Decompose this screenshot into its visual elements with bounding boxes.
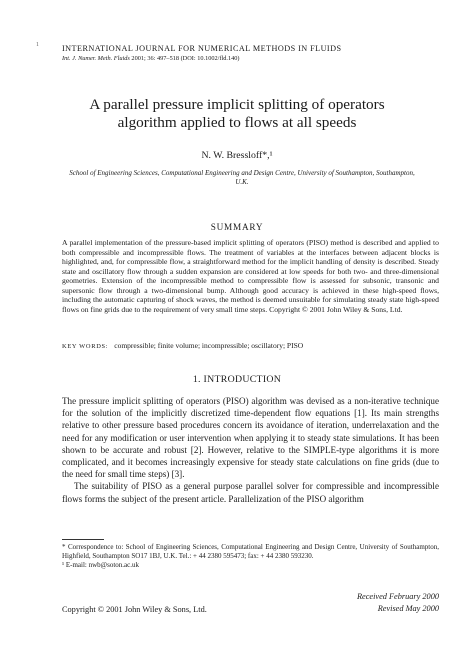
intro-paragraph-2: The suitability of PISO as a general purpose parallel solver for compressible and incompressible flows forms the subject of the present article. Parallelization of the PISO algorithm [62,481,439,504]
keywords-list: compressible; finite volume; incompressible; oscillatory; PISO [114,341,304,350]
intro-body [62,395,439,505]
margin-mark: 1 [36,42,39,48]
journal-abbrev: Int. J. Numer. Meth. Fluids [62,55,130,62]
received-date: Received February 2000 [356,592,439,601]
paper-title [0,96,474,132]
summary-heading: SUMMARY [210,222,264,232]
dates [357,591,439,614]
keywords-label: KEY WORDS: [62,343,109,350]
summary-text: A parallel implementation of the pressure-based implicit splitting of operators (PISO) method is described and applied to both compressible and incompressible flows. The treatment of variables at the interfaces between adjacent blocks is highlighted, and, for compressible flow, a straightforward method for the implicit handling of density is described. Steady state and oscillatory flow through a sudden expansion are considered at low speeds for both two- and three-dimensional geometries. Extension of the incompressible method to compressible flow is assessed for subsonic, transonic and supersonic flow through a two-dimensional bump. Although good accuracy is achieved in these high-speed flows, including the automatic capturing of shock waves, the method is deemed unsuitable for simulating steady state high-speed flows on fine grids due to the requirement of very small time steps. Copyright © 2001 John Wiley & Sons, Ltd. [62,238,439,314]
journal-name: INTERNATIONAL JOURNAL FOR NUMERICAL METHODS IN FLUIDS [62,44,342,53]
title-line-1: A parallel pressure implicit splitting of operators [89,96,385,113]
journal-volume-doi: 2001; 36: 497–518 (DOI: 10.1002/fld.140) [129,55,240,62]
keywords [62,341,439,350]
author: N. W. Bressloff*,¹ [201,150,273,161]
footnote-email: ¹ E-mail: nwb@soton.ac.uk [62,561,139,569]
title-line-2: algorithm applied to flows at all speeds [117,114,357,131]
journal-reference [62,55,240,62]
footnote-correspondence: * Correspondence to: School of Engineering Sciences, Computational Engineering and Design Centre, University of Southampton, Highfield, Southampton SO17 1BJ, U.K. Tel.: + 44 2380 595473; fax: + 44 2380 593230. [62,543,439,560]
footnotes [62,543,439,570]
affiliation: School of Engineering Sciences, Computational Engineering and Design Centre, University of Southampton, Southampton, U.K. [69,169,415,186]
revised-date: Revised May 2000 [377,603,439,613]
intro-paragraph-1: The pressure implicit splitting of operators (PISO) algorithm was devised as a non-iterative technique for the solution of the implicitly discretized time-dependent flow equations [1]. Its main strengths relative to other pressure based procedures concern its avoidance of iteration, underrelaxation and the need for any modification or user intervention when applying it to steady state simulations. It has been shown to be accurate and robust [2]. However, relative to the SIMPLE-type algorithms it is more complicated, and it becomes increasingly expensive for steady state calculations on fine grids (due to the need for small time steps) [3]. [62,396,439,480]
copyright: Copyright © 2001 John Wiley & Sons, Ltd. [62,605,207,614]
footnote-rule [62,539,104,540]
intro-heading: 1. INTRODUCTION [192,374,282,385]
